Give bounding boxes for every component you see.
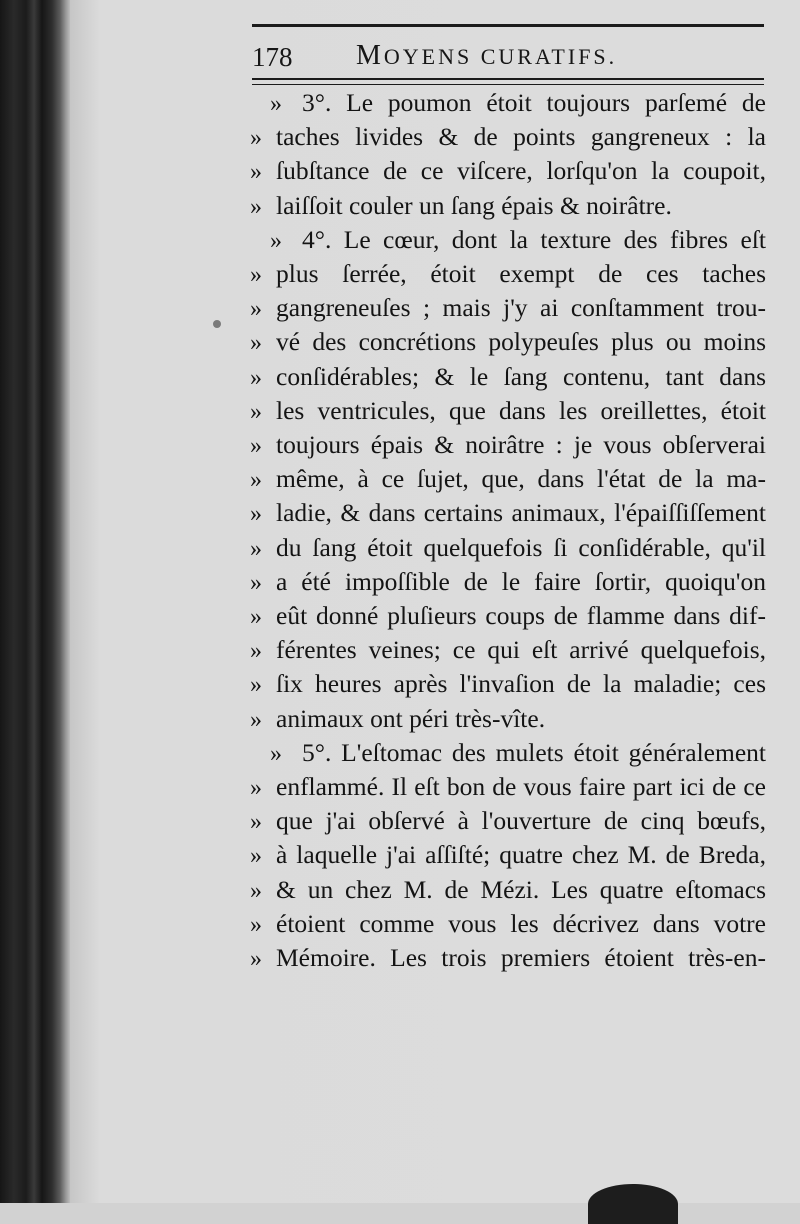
line-text: laiſſoit couler un ſang épais & noirâtre. <box>276 190 672 220</box>
text-line <box>250 736 766 770</box>
page-corner-shadow <box>588 1184 678 1224</box>
guillemet-mark: » <box>250 946 262 972</box>
guillemet-mark: » <box>250 296 262 323</box>
line-text: étoient comme vous les décrivez dans votre <box>276 908 766 938</box>
guillemet-mark: » <box>250 911 262 938</box>
running-head-initial: M <box>356 40 384 71</box>
line-text: 5°. L'eſtomac des mulets étoit généralement <box>302 737 766 767</box>
line-text: toujours épais & noirâtre : je vous obſerverai <box>276 430 766 459</box>
line-text: à laquelle j'ai aſſiſté; quatre chez M. de Breda, <box>276 840 766 870</box>
guillemet-mark: » <box>270 740 282 767</box>
line-text: même, à ce ſujet, que, dans l'état de la ma- <box>276 464 766 494</box>
line-text: les ventricules, que dans les oreillettes, étoit <box>276 395 766 425</box>
line-text: eût donné pluſieurs coups de flamme dans dif- <box>276 601 766 630</box>
page-number: 178 <box>252 42 293 72</box>
text-line <box>250 223 766 257</box>
text-line <box>250 667 766 701</box>
text-line <box>250 599 766 633</box>
text-line <box>250 873 766 907</box>
guillemet-mark: » <box>250 775 262 801</box>
line-text: & un chez M. de Mézi. Les quatre eſtomacs <box>276 874 766 904</box>
running-head-rest: OYENS CURATIFS. <box>383 44 618 69</box>
guillemet-mark: » <box>250 193 262 220</box>
line-text: taches livides & de points gangreneux : la <box>276 122 766 152</box>
guillemet-mark: » <box>250 262 262 288</box>
line-text: vé des concrétions polypeuſes plus ou moins <box>276 327 766 357</box>
text-line <box>250 394 766 428</box>
guillemet-mark: » <box>250 125 262 152</box>
line-text: Mémoire. Les trois premiers étoient très-en- <box>276 943 766 972</box>
text-line <box>250 462 766 496</box>
guillemet-mark: » <box>250 535 262 562</box>
text-line <box>250 291 766 325</box>
line-text: 4°. Le cœur, dont la texture des fibres eſt <box>302 224 766 254</box>
line-text: ſix heures après l'invaſion de la maladie; ces <box>276 669 766 699</box>
text-line <box>250 154 766 188</box>
guillemet-mark: » <box>270 227 282 254</box>
line-text: animaux ont péri très-vîte. <box>276 703 546 733</box>
line-text: ſubſtance de ce viſcere, lorſqu'on la coupoit, <box>276 156 766 186</box>
line-text: que j'ai obſervé à l'ouverture de cinq bœufs, <box>276 806 766 836</box>
text-line <box>250 531 766 565</box>
guillemet-mark: » <box>250 604 262 630</box>
text-line <box>250 360 766 394</box>
text-line <box>250 86 766 120</box>
text-line <box>250 257 766 291</box>
line-text: a été impoſſible de le faire ſortir, quoiqu'on <box>276 566 766 596</box>
line-text: conſidérables; & le ſang contenu, tant dans <box>276 361 766 391</box>
line-text: ladie, & dans certains animaux, l'épaiſſiſſement <box>276 498 766 528</box>
line-text: plus ſerrée, étoit exempt de ces taches <box>276 259 766 288</box>
guillemet-mark: » <box>250 638 262 665</box>
text-line <box>250 189 766 223</box>
text-line <box>250 770 766 804</box>
guillemet-mark: » <box>250 433 262 459</box>
guillemet-mark: » <box>250 877 262 904</box>
text-line <box>250 428 766 462</box>
guillemet-mark: » <box>250 706 262 733</box>
text-line <box>250 941 766 975</box>
guillemet-mark: » <box>250 501 262 528</box>
text-line <box>250 496 766 530</box>
guillemet-mark: » <box>250 843 262 870</box>
text-line <box>250 702 766 736</box>
text-line <box>250 633 766 667</box>
guillemet-mark: » <box>250 159 262 186</box>
line-text: enflammé. Il eſt bon de vous faire part ici de ce <box>276 772 766 801</box>
guillemet-mark: » <box>250 364 262 391</box>
text-line <box>250 325 766 359</box>
line-text: du ſang étoit quelquefois ſi conſidérable, qu'il <box>276 532 766 562</box>
guillemet-mark: » <box>250 330 262 357</box>
text-line <box>250 907 766 941</box>
line-text: gangreneuſes ; mais j'y ai conſtamment trou- <box>276 293 766 323</box>
guillemet-mark: » <box>270 91 282 117</box>
text-line <box>250 838 766 872</box>
guillemet-mark: » <box>250 672 262 699</box>
text-line <box>250 120 766 154</box>
line-text: 3°. Le poumon étoit toujours parſemé de <box>302 88 766 117</box>
guillemet-mark: » <box>250 467 262 494</box>
text-line <box>250 565 766 599</box>
text-line <box>250 804 766 838</box>
line-text: férentes veines; ce qui eſt arrivé quelquefois, <box>276 635 766 665</box>
guillemet-mark: » <box>250 809 262 836</box>
guillemet-mark: » <box>250 569 262 596</box>
guillemet-mark: » <box>250 398 262 425</box>
